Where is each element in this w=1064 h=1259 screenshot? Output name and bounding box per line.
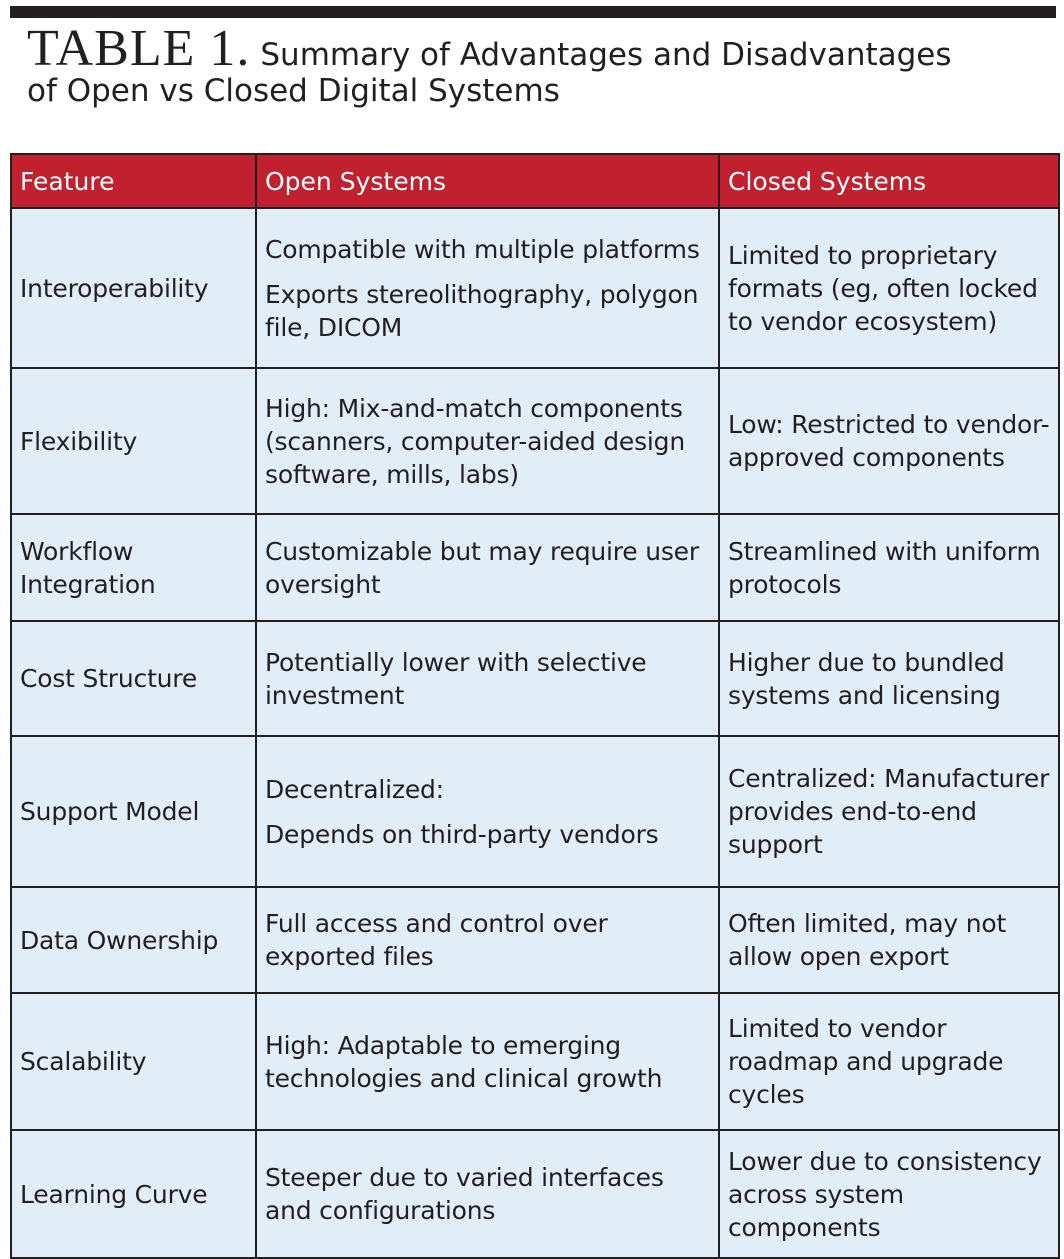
closed-text: Limited to proprietary formats (eg, often locked to vendor ecosystem) bbox=[728, 240, 1038, 336]
table-row bbox=[11, 887, 1059, 993]
open-text: Compatible with multiple platforms bbox=[265, 234, 700, 264]
closed-cell bbox=[719, 736, 1059, 887]
open-cell bbox=[256, 736, 719, 887]
feature-cell: Support Model bbox=[11, 736, 256, 887]
table-row bbox=[11, 1130, 1059, 1258]
header-open-systems: Open Systems bbox=[256, 154, 719, 208]
top-rule bbox=[10, 6, 1056, 18]
closed-cell bbox=[719, 887, 1059, 993]
closed-text: Lower due to consistency across system components bbox=[728, 1146, 1042, 1242]
closed-text: Higher due to bundled systems and licensing bbox=[728, 647, 1005, 710]
table-row bbox=[11, 736, 1059, 887]
open-text: Depends on third-party vendors bbox=[265, 819, 659, 849]
table-row bbox=[11, 621, 1059, 736]
table-row bbox=[11, 208, 1059, 368]
table-row bbox=[11, 514, 1059, 621]
open-text: Customizable but may require user oversight bbox=[265, 536, 699, 599]
feature-cell: Flexibility bbox=[11, 368, 256, 514]
open-cell bbox=[256, 368, 719, 514]
feature-cell: Cost Structure bbox=[11, 621, 256, 736]
open-text: High: Adaptable to emerging technologies and clinical growth bbox=[265, 1030, 663, 1093]
header-feature: Feature bbox=[11, 154, 256, 208]
closed-text: Low: Restricted to vendor-approved components bbox=[728, 410, 1050, 472]
open-cell bbox=[256, 514, 719, 621]
closed-text: Often limited, may not allow open export bbox=[728, 909, 1007, 971]
comparison-table bbox=[10, 153, 1060, 1259]
closed-cell bbox=[719, 1130, 1059, 1258]
closed-cell bbox=[719, 514, 1059, 621]
open-cell bbox=[256, 208, 719, 368]
closed-cell bbox=[719, 368, 1059, 514]
open-text: High: Mix-and-match components (scanners, computer-aided design software, mills, labs) bbox=[265, 393, 685, 489]
feature-cell: Learning Curve bbox=[11, 1130, 256, 1258]
caption-title-line2: of Open vs Closed Digital Systems bbox=[27, 73, 560, 109]
feature-cell: Workflow Integration bbox=[11, 514, 256, 621]
closed-cell bbox=[719, 621, 1059, 736]
closed-cell bbox=[719, 993, 1059, 1130]
caption-title-line1: Summary of Advantages and Disadvantages bbox=[260, 37, 952, 73]
table-label: TABLE 1. bbox=[27, 20, 251, 77]
closed-text: Limited to vendor roadmap and upgrade cycles bbox=[728, 1014, 1004, 1109]
feature-cell: Scalability bbox=[11, 993, 256, 1130]
open-text: Steeper due to varied interfaces and configurations bbox=[265, 1163, 664, 1225]
open-text: Potentially lower with selective investment bbox=[265, 647, 647, 710]
header-closed-systems: Closed Systems bbox=[719, 154, 1059, 208]
open-text: Exports stereolithography, polygon file, DICOM bbox=[265, 279, 699, 342]
open-text: Full access and control over exported files bbox=[265, 909, 608, 971]
closed-cell bbox=[719, 208, 1059, 368]
closed-text: Centralized: Manufacturer provides end-to-end support bbox=[728, 764, 1050, 859]
open-cell bbox=[256, 1130, 719, 1258]
table-row bbox=[11, 993, 1059, 1130]
open-cell bbox=[256, 621, 719, 736]
table-caption bbox=[27, 20, 1047, 110]
feature-cell: Data Ownership bbox=[11, 887, 256, 993]
table-row bbox=[11, 368, 1059, 514]
header-row bbox=[11, 154, 1059, 208]
closed-text: Streamlined with uniform protocols bbox=[728, 536, 1041, 599]
open-cell bbox=[256, 887, 719, 993]
open-text: Decentralized: bbox=[265, 774, 444, 804]
open-cell bbox=[256, 993, 719, 1130]
feature-cell: Interoperability bbox=[11, 208, 256, 368]
